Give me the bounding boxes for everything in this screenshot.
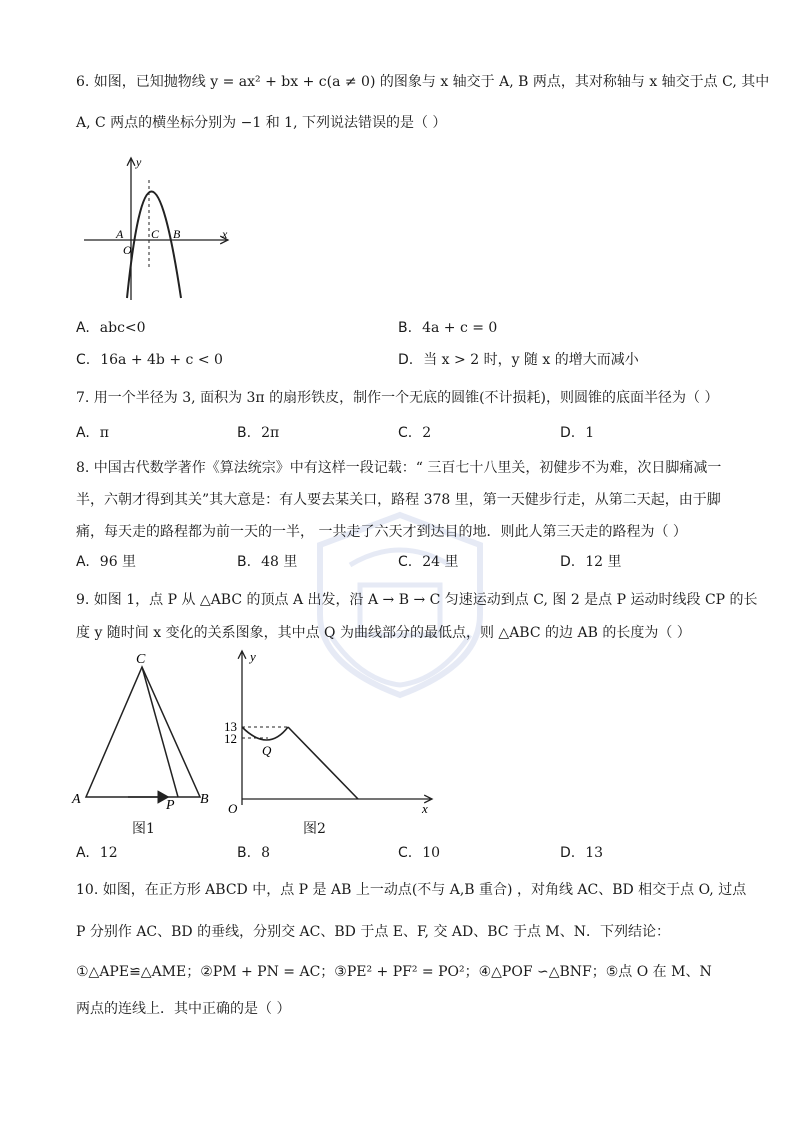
q6-stem-line2: A, C 两点的横坐标分别为 −1 和 1, 下列说法错误的是（ ） xyxy=(76,115,447,131)
label-C: C xyxy=(136,652,146,667)
label-B: B xyxy=(173,227,181,241)
label-y: y xyxy=(136,155,142,169)
label-B: B xyxy=(200,792,209,807)
q9-triangle-figure xyxy=(70,645,220,810)
q7-option-b[interactable]: B. 2π xyxy=(237,425,280,441)
q6-option-b[interactable]: B. 4a + c = 0 xyxy=(398,320,498,336)
q9-option-d[interactable]: D. 13 xyxy=(560,845,604,861)
q8-stem-line1: 8. 中国古代数学著作《算法统宗》中有这样一段记载：“ 三百七十八里关，初健步不为难，次日脚痛减一 xyxy=(76,460,722,476)
q8-stem-line3: 痛，每天走的路程都为前一天的一半， 一共走了六天才到达目的地．则此人第三天走的路程为（ ） xyxy=(76,524,687,540)
q6-option-d[interactable]: D. 当 x > 2 时，y 随 x 的增大而减小 xyxy=(398,352,639,368)
q9-fig1-caption: 图1 xyxy=(132,821,155,837)
label-x: x xyxy=(422,801,428,815)
label-O: O xyxy=(228,801,238,815)
q7-option-a[interactable]: A. π xyxy=(76,425,109,441)
q6-option-c[interactable]: C. 16a + 4b + c < 0 xyxy=(76,352,223,368)
label-A: A xyxy=(116,227,124,241)
label-O: O xyxy=(123,243,132,257)
q10-stem-line2: P 分别作 AC、BD 的垂线，分别交 AC、BD 于点 E、F, 交 AD、BC 于点 M、N．下列结论： xyxy=(76,924,670,940)
q8-option-b[interactable]: B. 48 里 xyxy=(237,554,298,570)
q9-option-a[interactable]: A. 12 xyxy=(76,845,118,861)
line-part xyxy=(288,727,358,799)
triangle-abc xyxy=(86,667,200,797)
label-Q: Q xyxy=(262,743,272,758)
tick-12: 12 xyxy=(224,731,237,746)
label-P: P xyxy=(166,798,175,810)
q9-graph-figure xyxy=(222,645,440,815)
q10-stem-line3: ①△APE≌△AME；②PM + PN = AC；③PE² + PF² = PO²；④△POF ∽△BNF；⑤点 O 在 M、N xyxy=(76,964,712,980)
q8-option-c[interactable]: C. 24 里 xyxy=(398,554,459,570)
label-A: A xyxy=(72,792,81,807)
parabola-curve xyxy=(127,192,181,299)
label-y: y xyxy=(250,649,256,664)
q10-stem-line1: 10. 如图，在正方形 ABCD 中，点 P 是 AB 上一动点(不与 A,B 重合) ，对角线 AC、BD 相交于点 O, 过点 xyxy=(76,882,747,898)
q9-fig2-caption: 图2 xyxy=(303,821,326,837)
q6-parabola-figure xyxy=(76,150,236,305)
q7-stem: 7. 用一个半径为 3, 面积为 3π 的扇形铁皮，制作一个无底的圆锥(不计损耗)，则圆锥的底面半径为（ ） xyxy=(76,390,719,406)
q8-stem-line2: 半，六朝才得到其关”其大意是：有人要去某关口，路程 378 里，第一天健步行走，从第二天起，由于脚 xyxy=(76,492,721,508)
q9-stem-line1: 9. 如图 1，点 P 从 △ABC 的顶点 A 出发，沿 A → B → C 匀速运动到点 C, 图 2 是点 P 运动时线段 CP 的长 xyxy=(76,592,758,608)
q6-stem-line1: 6. 如图，已知抛物线 y = ax² + bx + c(a ≠ 0) 的图象与 x 轴交于 A, B 两点，其对称轴与 x 轴交于点 C, 其中 xyxy=(76,74,770,90)
q6-option-a[interactable]: A. abc<0 xyxy=(76,320,146,336)
label-x: x xyxy=(222,227,228,241)
q9-stem-line2: 度 y 随时间 x 变化的关系图象，其中点 Q 为曲线部分的最低点，则 △ABC 的边 AB 的长度为（ ） xyxy=(76,625,691,641)
q10-stem-line4: 两点的连线上．其中正确的是（ ） xyxy=(76,1001,291,1017)
q9-option-b[interactable]: B. 8 xyxy=(237,845,270,861)
q7-option-c[interactable]: C. 2 xyxy=(398,425,432,441)
label-C: C xyxy=(151,227,160,241)
tick-13: 13 xyxy=(224,719,237,734)
segment-cp xyxy=(142,667,178,797)
q7-option-d[interactable]: D. 1 xyxy=(560,425,595,441)
q8-option-d[interactable]: D. 12 里 xyxy=(560,554,622,570)
q8-option-a[interactable]: A. 96 里 xyxy=(76,554,137,570)
q9-option-c[interactable]: C. 10 xyxy=(398,845,441,861)
